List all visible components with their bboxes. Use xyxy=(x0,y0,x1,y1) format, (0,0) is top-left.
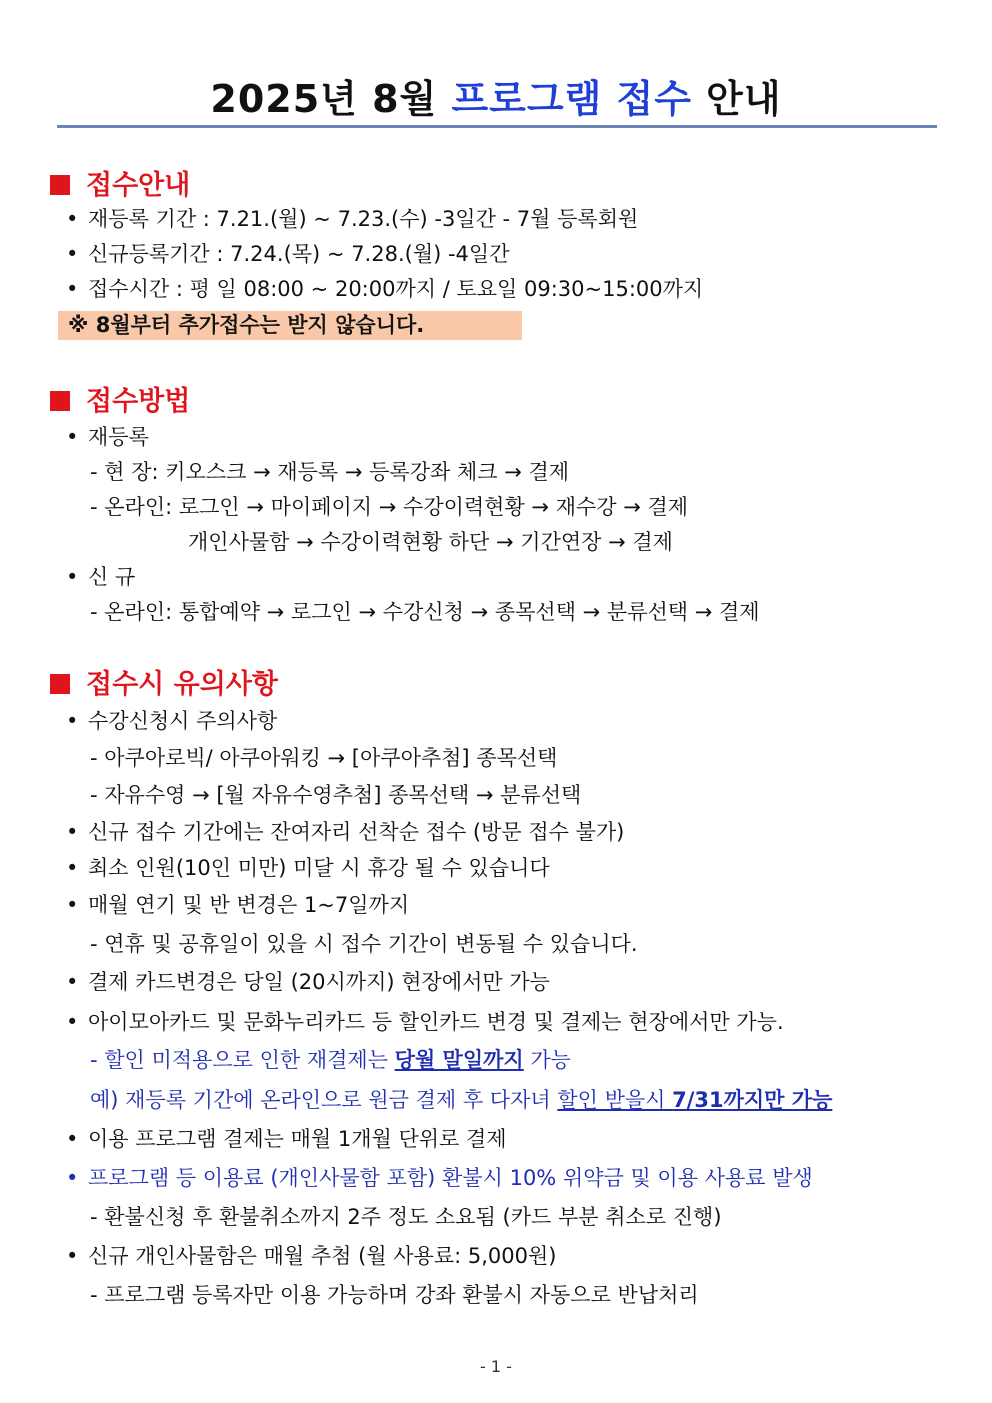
bullet-icon: • xyxy=(66,856,79,880)
square-bullet-icon xyxy=(50,391,70,411)
sub-item: - 온라인: 로그인 → 마이페이지 → 수강이력현황 → 재수강 → 결제 xyxy=(90,495,689,519)
bullet-icon: • xyxy=(66,1127,79,1151)
list-item xyxy=(66,424,149,450)
sub-item: - 연휴 및 공휴일이 있을 시 접수 기간이 변동될 수 있습니다. xyxy=(90,932,638,956)
list-item-text: 아이모아카드 및 문화누리카드 등 할인카드 변경 및 결제는 현장에서만 가능. xyxy=(88,1010,784,1034)
square-bullet-icon xyxy=(50,674,70,694)
sub-item-blue xyxy=(90,1087,832,1113)
list-item xyxy=(66,969,550,995)
underlined-part: 할인 받을시 xyxy=(557,1088,673,1112)
sub-item: - 환불신청 후 환불취소까지 2주 정도 소요됨 (카드 부분 취소로 진행) xyxy=(90,1205,722,1229)
list-item-text: 접수시간 : 평 일 08:00 ~ 20:00까지 / 토요일 09:30~15:00까지 xyxy=(88,277,704,301)
sub-item: - 현 장: 키오스크 → 재등록 → 등록강좌 체크 → 결제 xyxy=(90,460,570,484)
bullet-icon: • xyxy=(66,1244,79,1268)
list-item-text: 신 규 xyxy=(88,565,136,589)
list-item-text: 신규 접수 기간에는 잔여자리 선착순 접수 (방문 접수 불가) xyxy=(88,820,625,844)
bullet-icon: • xyxy=(66,565,79,589)
title-part2: 안내 xyxy=(691,77,782,121)
section-heading-text: 접수방법 xyxy=(86,386,191,417)
list-item xyxy=(66,206,638,232)
bullet-icon: • xyxy=(66,277,79,301)
sub-item: 개인사물함 → 수강이력현황 하단 → 기간연장 → 결제 xyxy=(188,530,673,554)
notice-banner: ※ 8월부터 추가접수는 받지 않습니다. xyxy=(58,311,522,340)
list-item-text: 신규등록기간 : 7.24.(목) ~ 7.28.(월) -4일간 xyxy=(88,242,510,266)
bullet-icon: • xyxy=(66,425,79,449)
list-item xyxy=(66,892,409,918)
list-item-text: 최소 인원(10인 미만) 미달 시 휴강 될 수 있습니다 xyxy=(88,856,550,880)
list-item-text: 신규 개인사물함은 매월 추첨 (월 사용료: 5,000원) xyxy=(88,1244,557,1268)
list-item-text: 재등록 기간 : 7.21.(월) ~ 7.23.(수) -3일간 - 7월 등록회원 xyxy=(88,207,639,231)
sub-item: - 자유수영 → [월 자유수영추첨] 종목선택 → 분류선택 xyxy=(90,783,582,807)
bullet-icon: • xyxy=(66,709,79,733)
emphasis-text: 당월 말일까지 xyxy=(394,1048,524,1072)
bullet-icon: • xyxy=(66,242,79,266)
section-heading-info xyxy=(50,163,190,202)
bullet-icon: • xyxy=(66,1010,79,1034)
sub-item-text: - 할인 미적용으로 인한 재결제는 xyxy=(90,1048,395,1072)
title-divider xyxy=(57,125,937,128)
list-item-blue xyxy=(66,1165,813,1191)
sub-item: - 아쿠아로빅/ 아쿠아워킹 → [아쿠아추첨] 종목선택 xyxy=(90,746,558,770)
page-title xyxy=(0,68,992,123)
list-item xyxy=(66,276,703,302)
title-highlight: 프로그램 접수 xyxy=(451,77,692,121)
sub-item-blue xyxy=(90,1047,571,1073)
list-item xyxy=(66,1009,784,1035)
title-part1: 2025년 8월 xyxy=(210,77,452,121)
section-heading-text: 접수시 유의사항 xyxy=(86,669,278,700)
list-item-text: 재등록 xyxy=(88,425,149,449)
list-item xyxy=(66,819,624,845)
list-item xyxy=(66,1126,507,1152)
bullet-icon: • xyxy=(66,820,79,844)
bullet-icon: • xyxy=(66,970,79,994)
list-item xyxy=(66,241,509,267)
underlined-text xyxy=(557,1088,832,1112)
list-item xyxy=(66,1243,557,1269)
list-item-text: 프로그램 등 이용료 (개인사물함 포함) 환불시 10% 위약금 및 이용 사용료 발생 xyxy=(88,1166,813,1190)
emphasis-text: 7/31까지만 가능 xyxy=(672,1088,833,1112)
sub-item: - 프로그램 등록자만 이용 가능하며 강좌 환불시 자동으로 반납처리 xyxy=(90,1283,699,1307)
sub-item-text: 예) 재등록 기간에 온라인으로 원금 결제 후 다자녀 xyxy=(90,1088,558,1112)
list-item-text: 이용 프로그램 결제는 매월 1개월 단위로 결제 xyxy=(88,1127,507,1151)
list-item-text: 결제 카드변경은 당일 (20시까지) 현장에서만 가능 xyxy=(88,970,550,994)
list-item xyxy=(66,708,277,734)
sub-item: - 온라인: 통합예약 → 로그인 → 수강신청 → 종목선택 → 분류선택 → 결제 xyxy=(90,600,760,624)
list-item xyxy=(66,564,135,590)
list-item-text: 매월 연기 및 반 변경은 1~7일까지 xyxy=(88,893,410,917)
list-item-text: 수강신청시 주의사항 xyxy=(88,709,278,733)
section-heading-method xyxy=(50,379,190,418)
section-heading-text: 접수안내 xyxy=(86,170,191,201)
list-item xyxy=(66,855,550,881)
page-number: - 1 - xyxy=(480,1357,512,1376)
section-heading-notes xyxy=(50,662,278,701)
bullet-icon: • xyxy=(66,1166,79,1190)
sub-item-text: 가능 xyxy=(523,1048,571,1072)
bullet-icon: • xyxy=(66,207,79,231)
bullet-icon: • xyxy=(66,893,79,917)
square-bullet-icon xyxy=(50,175,70,195)
